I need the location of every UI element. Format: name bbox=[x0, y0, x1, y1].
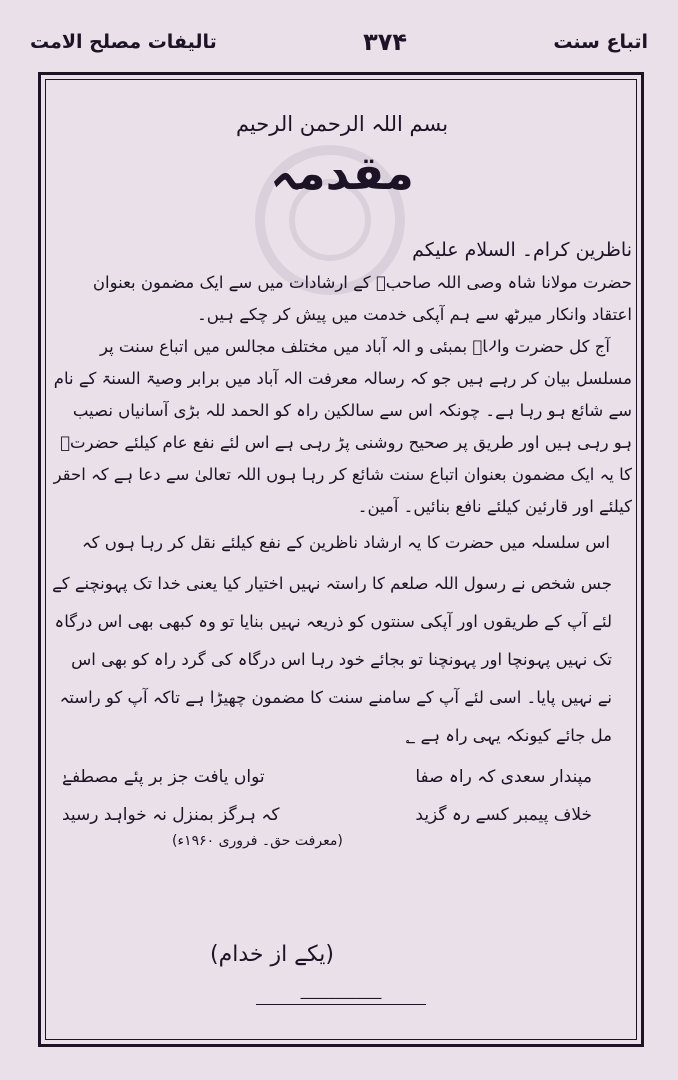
paragraph-1: حضرت مولانا شاہ وصی اللہ صاحبؒ کے ارشادات میں سے ایک مضمون بعنوان اعتقاد وانکار میرٹھ سے ہم آپکی خدمت میں پیش کر چکے ہیں۔ bbox=[92, 273, 632, 325]
persian-verse-line-1 bbox=[62, 761, 592, 793]
source-reference: (معرفت حق۔ فروری ۱۹۶۰ء) bbox=[172, 833, 343, 850]
salutation-line: ناظرین کرام۔ السلام علیکم bbox=[412, 239, 632, 262]
ornament-rule bbox=[256, 1004, 426, 1005]
paragraph-2: آج کل حضرت والاؒ بمبئی و الہ آباد میں مختلف مجالس میں اتباع سنت پر مسلسل بیان کر رہے ہیں جو کہ رسالہ معرفت الہ آباد میں برابر وصیۃ السنۃ کے نام سے شائع ہو رہا ہے۔ چونکہ اس سے سالکین راہ کو الحمد للہ بڑی آسانیاں نصیب ہو رہی ہیں اور طریق پر صحیح روشنی پڑ رہی ہے اس لئے نفع عام کیلئے حضرتؒ کا یہ ایک مضمون بعنوان اتباع سنت شائع کر رہا ہوں اللہ تعالیٰ سے دعا ہے کہ احقر کیلئے اور قارئین کیلئے نافع بنائیں۔ آمین۔ bbox=[53, 337, 632, 517]
page-title: مقدمہ bbox=[270, 146, 414, 200]
page-number: ۳۷۴ bbox=[363, 28, 408, 56]
closing-ornament bbox=[256, 988, 426, 1005]
verse-1-first-half: مپندار سعدی کہ راہ صفا bbox=[415, 767, 592, 788]
verse-2-first-half: خلاف پیمبر کسے رہ گزید bbox=[415, 805, 592, 826]
document-body bbox=[52, 112, 632, 849]
signature-line: (یکے از خدام) bbox=[210, 942, 334, 967]
persian-verse-line-2 bbox=[62, 799, 592, 831]
bismillah-heading: بسم اللہ الرحمن الرحیم bbox=[235, 112, 449, 136]
paragraph-3: اس سلسلہ میں حضرت کا یہ ارشاد ناظرین کے نفع کیلئے نقل کر رہا ہوں کہ bbox=[81, 533, 610, 553]
quoted-saying: جس شخص نے رسول اللہ صلعم کا راستہ نہیں اختیار کیا یعنی خدا تک پہونچنے کے لئے آپ کے طریقوں اور آپکی سنتوں کو ذریعہ نہیں بنایا تو وہ کبھی بھی اس درگاہ تک نہیں پہونچا اور پہونچنا تو بجائے خود رہا اس درگاہ کی گرد راہ کو بھی اس نے نہیں پایا۔ اسی لئے آپ کے سامنے سنت کا مضمون چھیڑا ہے تاکہ آپ کو راستہ مل جائے کیونکہ یہی راہ ہے ؂ bbox=[52, 574, 612, 746]
chapter-title: اتباع سنت bbox=[553, 31, 648, 53]
ornament-dashes: ـــــــــــــــــــــــ bbox=[300, 988, 382, 1002]
book-series-title: تالیفات مصلح الامت bbox=[30, 31, 217, 53]
page-header bbox=[30, 22, 648, 62]
verse-1-second-half: تواں یافت جز بر پئے مصطفےٰ bbox=[62, 767, 265, 788]
verse-2-second-half: کہ ہرگز بمنزل نہ خواہد رسید bbox=[62, 805, 280, 826]
